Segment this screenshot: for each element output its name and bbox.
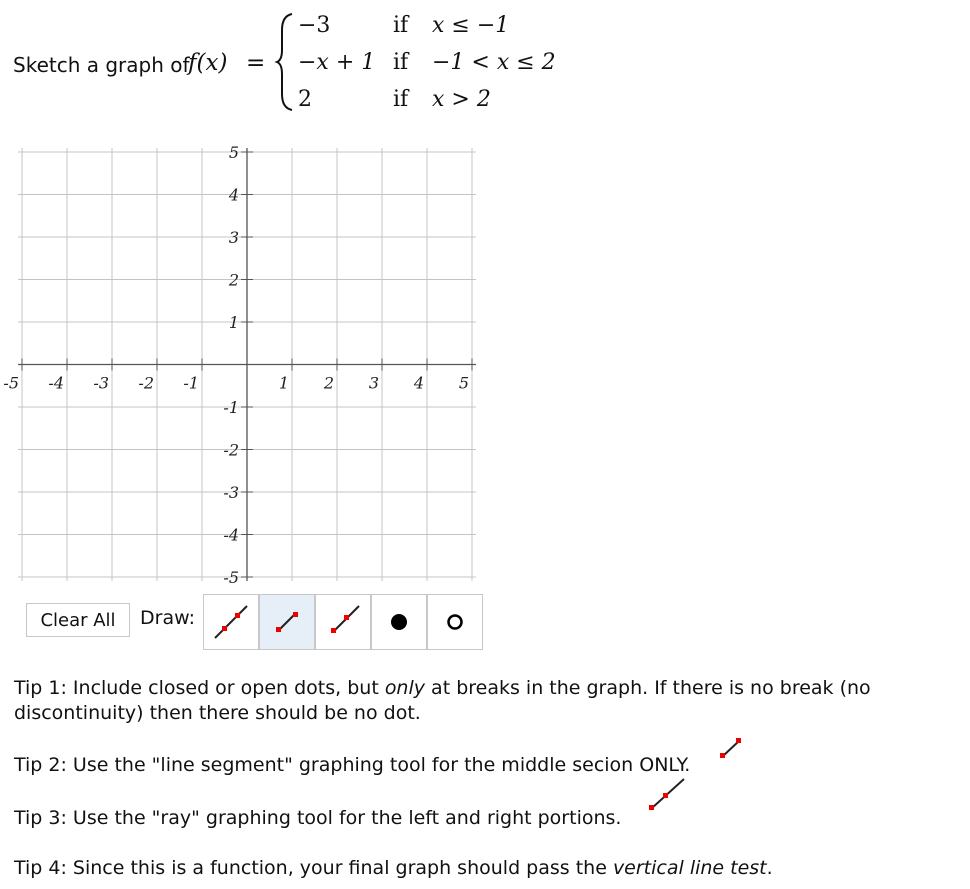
piece-1-expr: −3: [298, 13, 331, 38]
open-dot-tool-button[interactable]: [427, 594, 483, 650]
y-tick-label: -5: [223, 568, 239, 587]
closed-dot-tool-button[interactable]: [371, 594, 427, 650]
draw-label: Draw:: [140, 607, 195, 629]
y-tick-label: 1: [228, 313, 239, 332]
ray-tip-icon: [646, 776, 688, 814]
y-tick-label: -4: [223, 525, 239, 545]
y-tick-label: 3: [228, 228, 239, 247]
tip-4: [14, 856, 924, 881]
x-tick-label: -1: [183, 373, 199, 393]
axes: [18, 148, 476, 581]
prompt-text: Sketch a graph of: [13, 53, 190, 77]
tip-4-text-b: .: [766, 857, 773, 879]
x-tick-label: 3: [368, 373, 379, 393]
segment-tool-button[interactable]: [259, 594, 315, 650]
piece-2-expr: −x + 1: [298, 50, 376, 75]
piece-1-condition: x ≤ −1: [432, 13, 510, 38]
piece-3-if: if: [393, 87, 409, 112]
y-tick-label: 4: [228, 185, 239, 205]
piece-1-if: if: [393, 13, 409, 38]
tip-3: Tip 3: Use the "ray" graphing tool for the left and right portions.: [14, 807, 622, 829]
tip-4-emphasis: vertical line test: [612, 857, 767, 879]
tip-1-text-b: at breaks in the graph. If there is no break (no discontinuity) then there should be no dot.: [14, 677, 871, 724]
x-tick-label: 4: [413, 373, 424, 393]
ray-tool-icon: [323, 602, 363, 642]
closed-dot-icon: [379, 602, 419, 642]
x-tick-label: 2: [323, 373, 334, 393]
piece-2-condition: −1 < x ≤ 2: [432, 50, 556, 75]
x-tick-label: -3: [93, 373, 109, 393]
segment-tip-icon: [718, 736, 744, 762]
y-tick-label: 2: [228, 270, 239, 290]
y-tick-label: -2: [223, 440, 239, 460]
x-tick-label: -5: [3, 373, 19, 393]
segment-tool-icon: [267, 602, 307, 642]
y-tick-label: -1: [223, 398, 239, 417]
piece-3-condition: x > 2: [432, 87, 491, 112]
clear-all-button[interactable]: Clear All: [26, 603, 130, 637]
tip-1-text-a: Tip 1: Include closed or open dots, but: [14, 677, 385, 699]
tip-4-text-a: Tip 4: Since this is a function, your final graph should pass the: [14, 857, 613, 879]
piece-2-if: if: [393, 50, 409, 75]
ray-tool-button[interactable]: [315, 594, 371, 650]
y-tick-label: 5: [228, 143, 239, 162]
graphing-canvas[interactable]: [3, 142, 482, 587]
tip-1-emphasis: only: [384, 677, 426, 699]
y-tick-label: -3: [223, 483, 239, 502]
x-tick-label: 5: [458, 373, 469, 393]
line-tool-icon: [211, 602, 251, 642]
piece-3-expr: 2: [298, 87, 312, 112]
x-tick-label: -2: [138, 373, 154, 393]
open-dot-icon: [435, 602, 475, 642]
tip-2: Tip 2: Use the "line segment" graphing tool for the middle secion ONLY.: [14, 754, 691, 776]
function-name: f(x): [188, 50, 228, 76]
left-brace: [276, 12, 296, 112]
x-tick-label: -4: [48, 373, 64, 393]
x-tick-label: 1: [278, 373, 289, 393]
line-tool-button[interactable]: [203, 594, 259, 650]
equals-sign: =: [246, 50, 266, 76]
tip-1: [14, 676, 924, 726]
